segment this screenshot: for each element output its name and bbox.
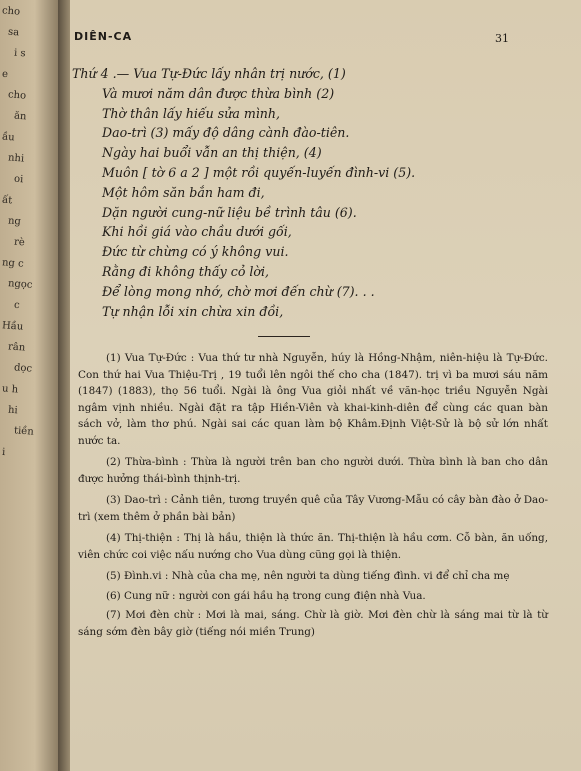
footnotes bbox=[78, 350, 548, 645]
adjacent-page-text: nhi bbox=[7, 152, 25, 165]
footnote: (1) Vua Tự-Đức : Vua thứ tư nhà Nguyễn, húy là Hồng-Nhậm, niên-hiệu là Tự-Đức. Con thứ hai Vua Thiệu-Trị , 19 tuổi lên ngôi thế cho cha (1847). trị vì ba mươi sáu năm (1847) (1883), thọ 56 tuổi. Ngài là ông Vua giỏi nhất về văn-học triều Nguyễn Ngài ngâm vịnh nhiều. Ngài đặt ra tập Hiền-Viên và khai-kinh-diên để cùng các quan bàn sách vở, làm thơ phú. Ngài sai các quan làm bộ Khâm.Định Việt-Sử là bộ sử lớn nhất nước ta. bbox=[78, 352, 548, 447]
poem-line: Thờ thân lấy hiếu sửa mình, bbox=[102, 105, 281, 121]
adjacent-page-text: oi bbox=[13, 173, 24, 186]
footnote: (5) Đình.vi : Nhà của cha mẹ, nên người ta dùng tiếng đình. vi để chỉ cha mẹ bbox=[106, 570, 510, 582]
adjacent-page-text: ầu bbox=[1, 131, 15, 144]
adjacent-page-text: c bbox=[13, 299, 20, 312]
footnote: (3) Dao-trì : Cảnh tiên, tương truyền quê của Tây Vương-Mẫu có cây bàn đào ở Dao-trì (xem thêm ở phần bài bản) bbox=[78, 494, 548, 523]
adjacent-page-text: rân bbox=[7, 341, 26, 354]
adjacent-page-text: cho bbox=[1, 5, 21, 18]
adjacent-page-text: i s bbox=[13, 47, 26, 60]
adjacent-page-text: tiền bbox=[13, 425, 35, 438]
page-number: 31 bbox=[495, 32, 509, 45]
adjacent-page-text: ng bbox=[7, 215, 22, 228]
poem-block bbox=[72, 64, 542, 321]
poem-line: Rằng đi không thấy cỏ lời, bbox=[102, 263, 270, 279]
poem-line: Khi hồi giá vào chầu dưới gối, bbox=[102, 224, 292, 240]
poem-line: Một hôm săn bắn ham đi, bbox=[102, 184, 265, 200]
section-divider bbox=[258, 336, 310, 337]
adjacent-page-text: u h bbox=[1, 383, 19, 396]
book-page bbox=[70, 0, 581, 771]
adjacent-page-text: i bbox=[1, 446, 6, 459]
poem-line: Đức từ chừng có ý không vui. bbox=[102, 244, 289, 260]
poem-line: Dặn người cung-nữ liệu bề trình tâu (6). bbox=[102, 204, 357, 220]
adjacent-page-edge bbox=[0, 0, 58, 771]
poem-line: Và mươi năm dân được thừa bình (2) bbox=[102, 85, 335, 101]
poem-line: Dao-trì (3) mấy độ dâng cành đào-tiên. bbox=[102, 125, 350, 141]
adjacent-page-text: Hầu bbox=[1, 320, 24, 333]
footnote: (4) Thị-thiện : Thị là hầu, thiện là thức ăn. Thị-thiện là hầu cơm. Cỗ bàn, ăn uống, viên chức coi việc nấu nướng cho Vua dùng cũng gọi là thiện. bbox=[78, 532, 548, 561]
poem-line: Tự nhận lỗi xin chừa xin đồi, bbox=[102, 303, 284, 319]
adjacent-page-text: sa bbox=[7, 26, 20, 39]
adjacent-page-text: ất bbox=[1, 194, 13, 207]
adjacent-page-text: ngọc bbox=[7, 278, 33, 291]
footnote: (7) Mơi đèn chừ : Mơi là mai, sáng. Chừ là giờ. Mơi đèn chừ là sáng mai từ là từ sáng sớm đèn bây giờ (tiếng nói miền Trung) bbox=[78, 609, 548, 638]
poem-line: Thứ 4 .— Vua Tự-Đức lấy nhân trị nước, (1) bbox=[72, 66, 346, 81]
adjacent-page-text: e bbox=[1, 68, 9, 81]
poem-line: Để lòng mong nhớ, chờ mơi đến chừ (7). . . bbox=[102, 283, 375, 299]
footnote: (2) Thừa-bình : Thừa là người trên ban cho người dưới. Thừa bình là ban cho dân được hưởng thái-bình thịnh-trị. bbox=[78, 456, 548, 485]
running-title: DIÊN-CA bbox=[74, 30, 133, 43]
adjacent-page-text: ng c bbox=[1, 257, 24, 270]
running-header bbox=[74, 30, 569, 50]
adjacent-page-text: dọc bbox=[13, 362, 33, 375]
adjacent-page-text: cho bbox=[7, 89, 27, 102]
poem-line: Muôn [ tờ 6 a 2 ] một rồi quyến-luyến đình-vi (5). bbox=[102, 164, 416, 180]
adjacent-page-text: hi bbox=[7, 404, 19, 417]
adjacent-page-text: rè bbox=[13, 236, 26, 249]
footnote: (6) Cung nữ : người con gái hầu hạ trong cung điện nhà Vua. bbox=[106, 589, 426, 602]
adjacent-page-text: ăn bbox=[13, 110, 27, 123]
poem-line: Ngày hai buổi vẫn an thị thiện, (4) bbox=[102, 145, 322, 161]
